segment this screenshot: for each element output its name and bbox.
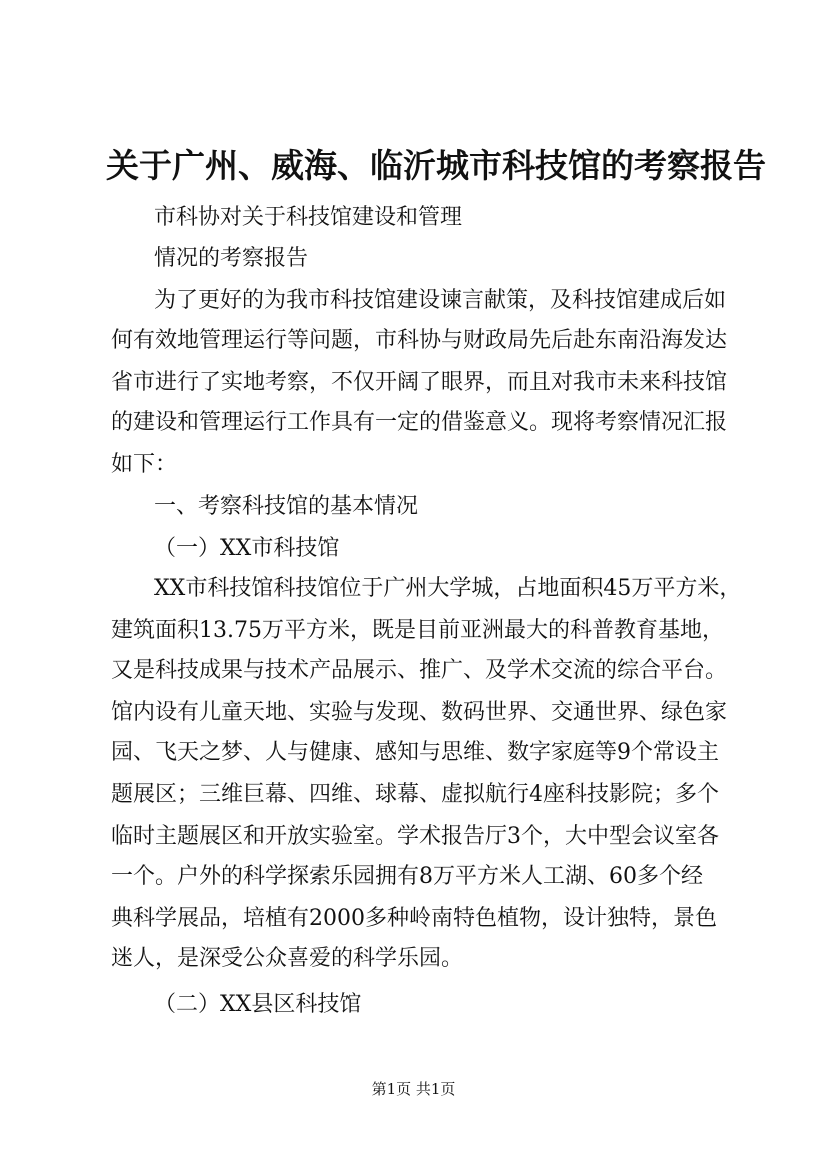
subsection-heading: （一）XX市科技馆 bbox=[154, 536, 340, 561]
subsection-heading: （二）XX县区科技馆 bbox=[154, 992, 362, 1017]
paragraph-line: 馆内设有儿童天地、实验与发现、数码世界、交通世界、绿色家 bbox=[111, 700, 728, 725]
section-heading: 一、考察科技馆的基本情况 bbox=[154, 494, 419, 519]
subtitle-line: 情况的考察报告 bbox=[154, 246, 309, 271]
paragraph-line: 省市进行了实地考察，不仅开阔了眼界，而且对我市未来科技馆 bbox=[111, 370, 728, 395]
paragraph-line: 一个。户外的科学探索乐园拥有8万平方米人工湖、60多个经 bbox=[111, 864, 703, 889]
paragraph-line: 迷人，是深受公众喜爱的科学乐园。 bbox=[111, 946, 464, 971]
paragraph-line: 临时主题展区和开放实验室。学术报告厅3个，大中型会议室各 bbox=[111, 824, 719, 849]
paragraph-line: 何有效地管理运行等问题，市科协与财政局先后赴东南沿海发达 bbox=[111, 328, 728, 353]
paragraph-line: 题展区；三维巨幕、四维、球幕、虚拟航行4座科技影院；多个 bbox=[111, 782, 719, 807]
paragraph-line: 的建设和管理运行工作具有一定的借鉴意义。现将考察情况汇报 bbox=[111, 410, 728, 435]
paragraph-line: 典科学展品，培植有2000多种岭南特色植物，设计独特，景色 bbox=[111, 906, 717, 931]
paragraph-line: XX市科技馆科技馆位于广州大学城，占地面积45万平方米， bbox=[154, 576, 742, 601]
paragraph-line: 园、飞天之梦、人与健康、感知与思维、数字家庭等9个常设主 bbox=[111, 740, 719, 765]
paragraph-line: 如下： bbox=[111, 452, 178, 477]
subtitle-line: 市科协对关于科技馆建设和管理 bbox=[154, 205, 463, 230]
document-title: 关于广州、威海、临沂城市科技馆的考察报告 bbox=[106, 146, 766, 185]
paragraph-line: 又是科技成果与技术产品展示、推广、及学术交流的综合平台。 bbox=[111, 658, 728, 683]
page-footer: 第1页 共1页 bbox=[371, 1080, 456, 1098]
paragraph-line: 为了更好的为我市科技馆建设谏言献策，及科技馆建成后如 bbox=[154, 288, 727, 313]
paragraph-line: 建筑面积13.75万平方米，既是目前亚洲最大的科普教育基地， bbox=[111, 618, 724, 643]
